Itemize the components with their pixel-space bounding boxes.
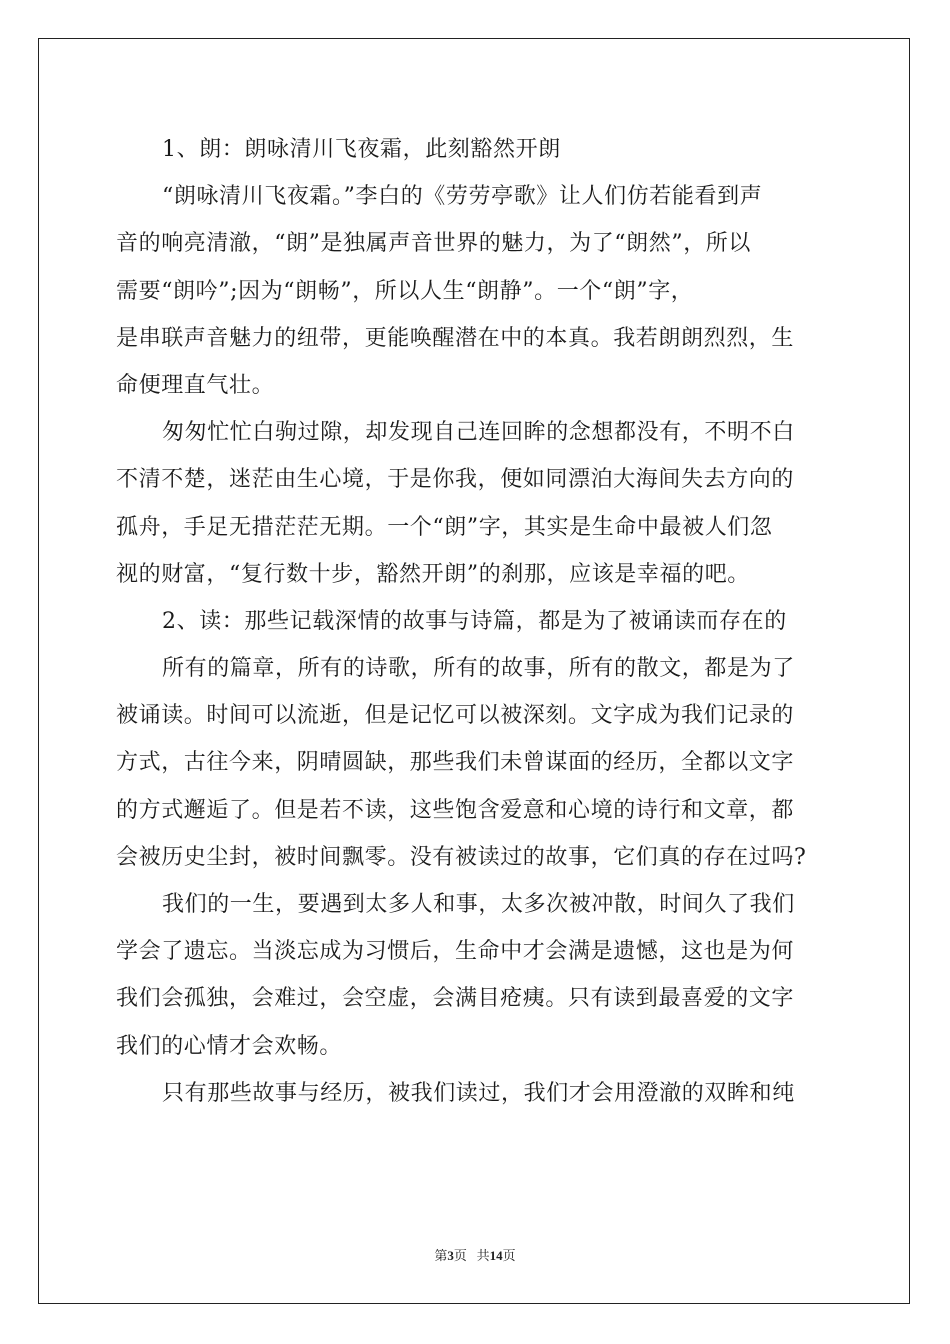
- paragraph-line: 匆匆忙忙白驹过隙，却发现自己连回眸的念想都没有，不明不白: [162, 420, 795, 446]
- paragraph-line: “朗咏清川飞夜霜。”李白的《劳劳亭歌》让人们仿若能看到声: [162, 184, 763, 210]
- paragraph-line: 视的财富，“复行数十步，豁然开朗”的刹那，应该是幸福的吧。: [116, 561, 750, 587]
- section-heading-1: 1、朗：朗咏清川飞夜霜，此刻豁然开朗: [162, 137, 561, 162]
- paragraph-line: 的方式邂逅了。但是若不读，这些饱含爱意和心境的诗行和文章，都: [116, 797, 795, 823]
- page-prefix: 第: [434, 1248, 448, 1263]
- document-body: [116, 126, 832, 1117]
- page-suffix: 页: [502, 1248, 516, 1263]
- paragraph-line: 是串联声音魅力的纽带，更能唤醒潜在中的本真。我若朗朗烈烈，生: [116, 325, 795, 351]
- paragraph-line: 不清不楚，迷茫由生心境，于是你我，便如同漂泊大海间失去方向的: [116, 467, 795, 493]
- page-mid: 页 共: [453, 1248, 490, 1263]
- page-footer: [0, 1245, 950, 1264]
- paragraph-line: 我们会孤独，会难过，会空虚，会满目疮痍。只有读到最喜爱的文字: [116, 986, 795, 1012]
- paragraph-line: 方式，古往今来，阴晴圆缺，那些我们未曾谋面的经历，全都以文字: [116, 750, 795, 776]
- page-total-number: 14: [489, 1248, 503, 1263]
- paragraph-line: 会被历史尘封，被时间飘零。没有被读过的故事，它们真的存在过吗?: [116, 844, 807, 870]
- paragraph-line: 被诵读。时间可以流逝，但是记忆可以被深刻。文字成为我们记录的: [116, 703, 795, 729]
- paragraph-line: 只有那些故事与经历，被我们读过，我们才会用澄澈的双眸和纯: [162, 1080, 795, 1106]
- page-current-number: 3: [447, 1248, 454, 1263]
- paragraph-line: 所有的篇章，所有的诗歌，所有的故事，所有的散文，都是为了: [162, 656, 795, 682]
- paragraph-line: 孤舟，手足无措茫茫无期。一个“朗”字，其实是生命中最被人们忽: [116, 514, 773, 540]
- paragraph-line: 命便理直气壮。: [116, 372, 275, 398]
- paragraph-line: 需要“朗吟”;因为“朗畅”，所以人生“朗静”。一个“朗”字，: [116, 278, 694, 304]
- paragraph-line: 音的响亮清澈，“朗”是独属声音世界的魅力，为了“朗然”，所以: [116, 231, 751, 257]
- section-heading-2: 2、读：那些记载深情的故事与诗篇，都是为了被诵读而存在的: [162, 608, 787, 634]
- paragraph-line: 我们的一生，要遇到太多人和事，太多次被冲散，时间久了我们: [162, 892, 795, 917]
- paragraph-line: 我们的心情才会欢畅。: [116, 1033, 343, 1059]
- paragraph-line: 学会了遗忘。当淡忘成为习惯后，生命中才会满是遗憾，这也是为何: [116, 939, 795, 965]
